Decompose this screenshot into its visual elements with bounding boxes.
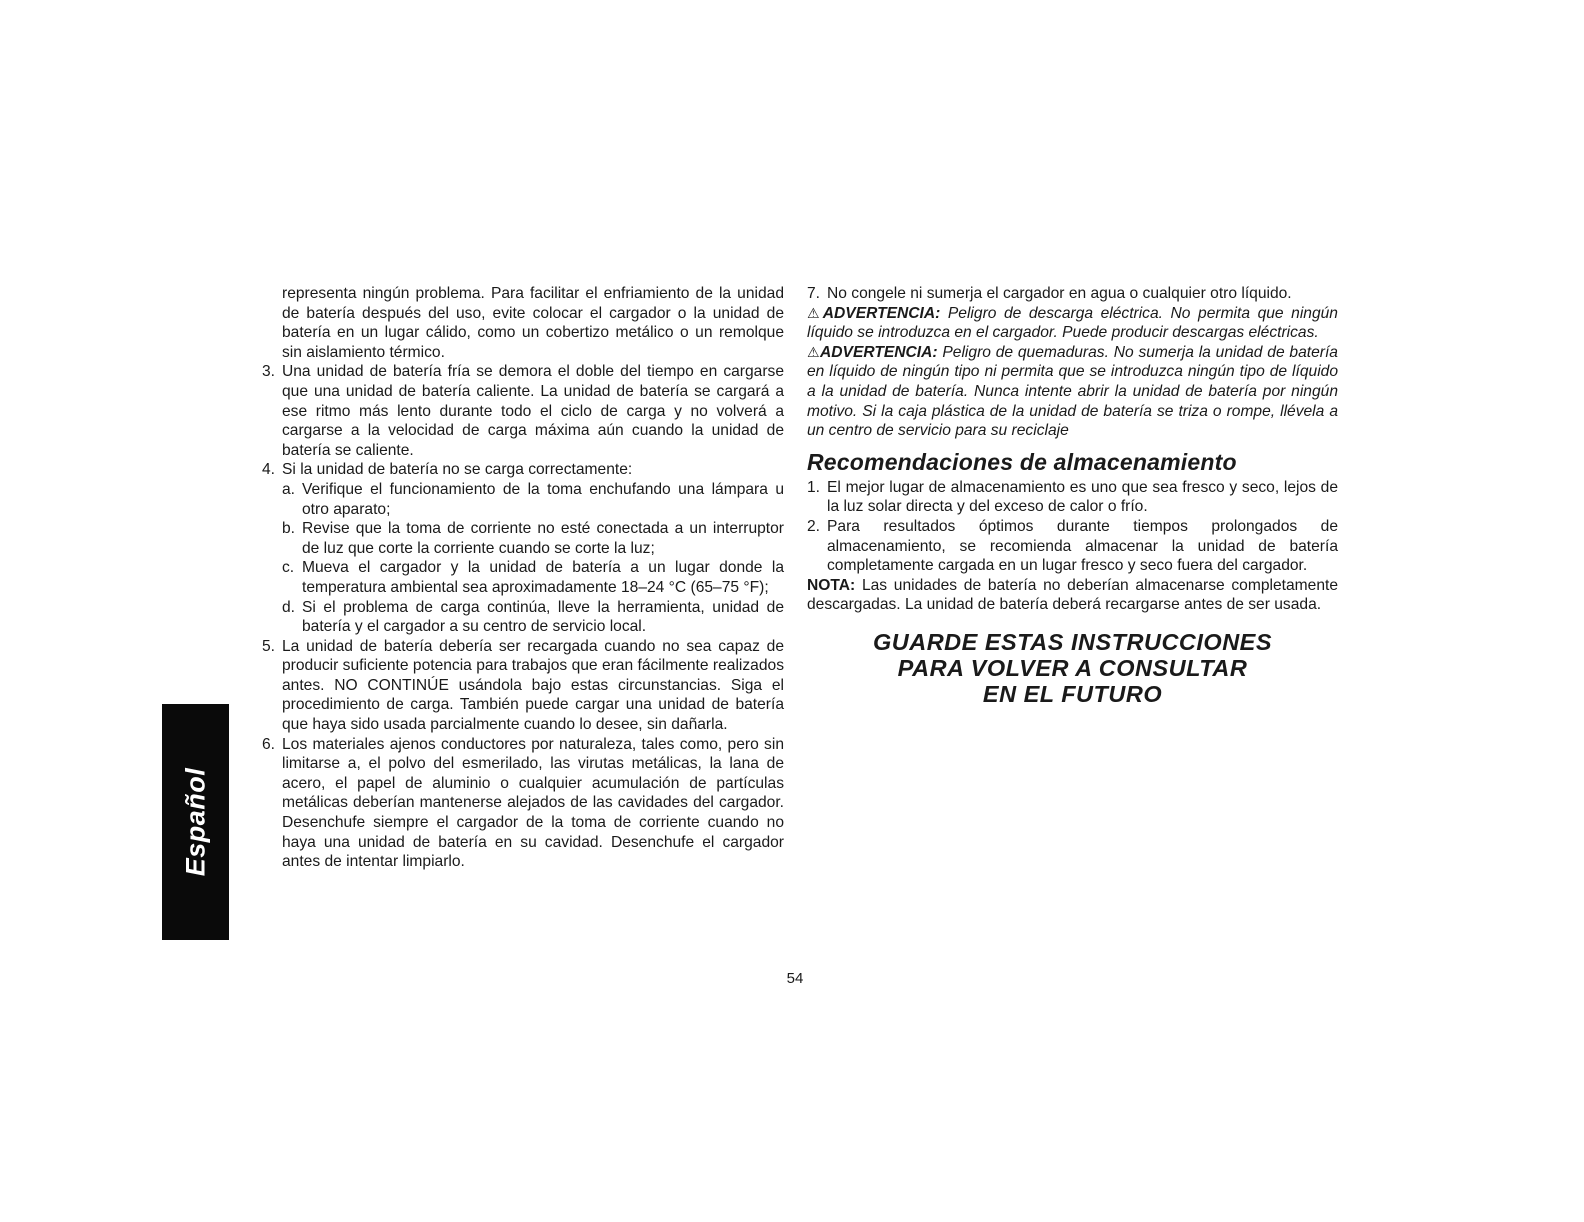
warning-text: Peligro de descarga eléctrica. No permita que ningún líquido se introduzca en el cargador. Puede producir descargas eléctricas. [807,304,1338,342]
warning-label: ADVERTENCIA: [822,304,941,322]
list-item-text: Para resultados óptimos durante tiempos prolongados de almacenamiento, se recomienda almacenar la unidad de batería completamente cargada en un lugar fresco y seco fuera del cargador. [827,517,1338,575]
note-label: NOTA: [807,576,856,594]
sub-item-b [262,519,784,558]
list-item-7 [807,284,1338,304]
storage-item-2 [807,517,1338,576]
list-item-4 [262,460,784,480]
list-item-text: Los materiales ajenos conductores por naturaleza, tales como, pero sin limitarse a, el polvo del esmerilado, las virutas metálicas, la lana de acero, el papel de aluminio o cualquier acumulación de partículas metálicas deberían mantenerse alejados de las cavidades del cargador. Desenchufe siempre el cargador de la toma de corriente cuando no haya una unidad de batería en su cavidad. Desenchufe el cargador antes de intentar limpiarlo. [282,735,784,871]
sub-item-text: Revise que la toma de corriente no esté conectada a un interruptor de luz que corte la corriente cuando se corte la luz; [302,520,784,557]
left-column [262,284,784,872]
list-item-text: El mejor lugar de almacenamiento es uno que sea fresco y seco, lejos de la luz solar directa y del exceso de calor o frío. [827,478,1338,516]
list-item-number: 1. [807,478,821,496]
sub-item-letter: b. [282,520,296,538]
page-number: 54 [786,970,804,987]
warning-text: Peligro de quemaduras. No sumerja la unidad de batería en líquido de ningún tipo ni permita que se introduzca ningún tipo de líquido a la unidad de batería. Nunca intente abrir la unidad de batería por ningún motivo. Si la caja plástica de la unidad de batería se triza o rompe, llévela a un centro de servicio para su reciclaje [807,343,1338,440]
closing-line-2: PARA VOLVER A CONSULTAR [897,654,1248,681]
language-tab-label: Español [180,767,210,877]
warning-triangle-icon: ⚠ [807,304,823,321]
language-tab [162,704,229,940]
right-column [807,284,1338,707]
continuation-paragraph: representa ningún problema. Para facilitar el enfriamiento de la unidad de batería después del uso, evite colocar el cargador o la unidad de batería en un lugar cálido, como un cobertizo metálico o un remolque sin aislamiento térmico. [282,285,784,361]
sub-item-text: Mueva el cargador y la unidad de batería a un lugar donde la temperatura ambiental sea aproximadamente 18–24 °C (65–75 °F); [302,559,784,596]
warning-electric [807,304,1338,343]
closing-line-1: GUARDE ESTAS INSTRUCCIONES [872,628,1273,655]
list-item-number: 4. [262,461,276,479]
list-item-number: 5. [262,637,276,655]
sub-item-c [262,558,784,597]
list-item-text: Una unidad de batería fría se demora el doble del tiempo en cargarse que una unidad de batería caliente. La unidad de batería se cargará a ese ritmo más lento durante todo el ciclo de carga y no volverá a cargarse a la velocidad de carga máxima aún cuando la unidad de batería se caliente. [282,363,784,459]
storage-item-1 [807,478,1338,517]
sub-item-letter: a. [282,480,296,498]
sub-item-text: Si el problema de carga continúa, lleve la herramienta, unidad de batería y el cargador a su centro de servicio local. [302,598,784,636]
list-item-number: 6. [262,735,276,753]
section-heading: Recomendaciones de almacenamiento [807,448,1237,475]
note-paragraph [807,576,1338,615]
sub-item-a [262,480,784,519]
sub-item-d [262,598,784,637]
list-item-5 [262,637,784,735]
list-item-number: 7. [807,285,821,302]
list-item-number: 3. [262,363,276,381]
list-item-text: La unidad de batería debería ser recargada cuando no sea capaz de producir suficiente potencia para trabajos que eran fácilmente realizados antes. NO CONTINÚE usándola bajo estas circunstancias. Siga el procedimiento de carga. También puede cargar una unidad de batería que haya sido usada parcialmente cuando lo desee, sin dañarla. [282,637,784,734]
list-item-text: Si la unidad de batería no se carga correctamente: [282,461,633,479]
sub-item-letter: d. [282,598,296,616]
warning-burn [807,343,1338,441]
warning-label: ADVERTENCIA: [820,343,938,361]
closing-banner [807,629,1338,707]
sub-item-letter: c. [282,559,295,577]
closing-line-3: EN EL FUTURO [982,680,1163,707]
warning-triangle-icon: ⚠ [807,343,821,360]
note-text: Las unidades de batería no deberían almacenarse completamente descargadas. La unidad de batería deberá recargarse antes de ser usada. [807,576,1339,614]
sub-item-text: Verifique el funcionamiento de la toma enchufando una lámpara u otro aparato; [302,480,784,518]
list-item-6 [262,735,784,872]
list-item-number: 2. [807,517,821,535]
list-item-3 [262,362,784,460]
list-item-text: No congele ni sumerja el cargador en agua o cualquier otro líquido. [827,285,1292,302]
